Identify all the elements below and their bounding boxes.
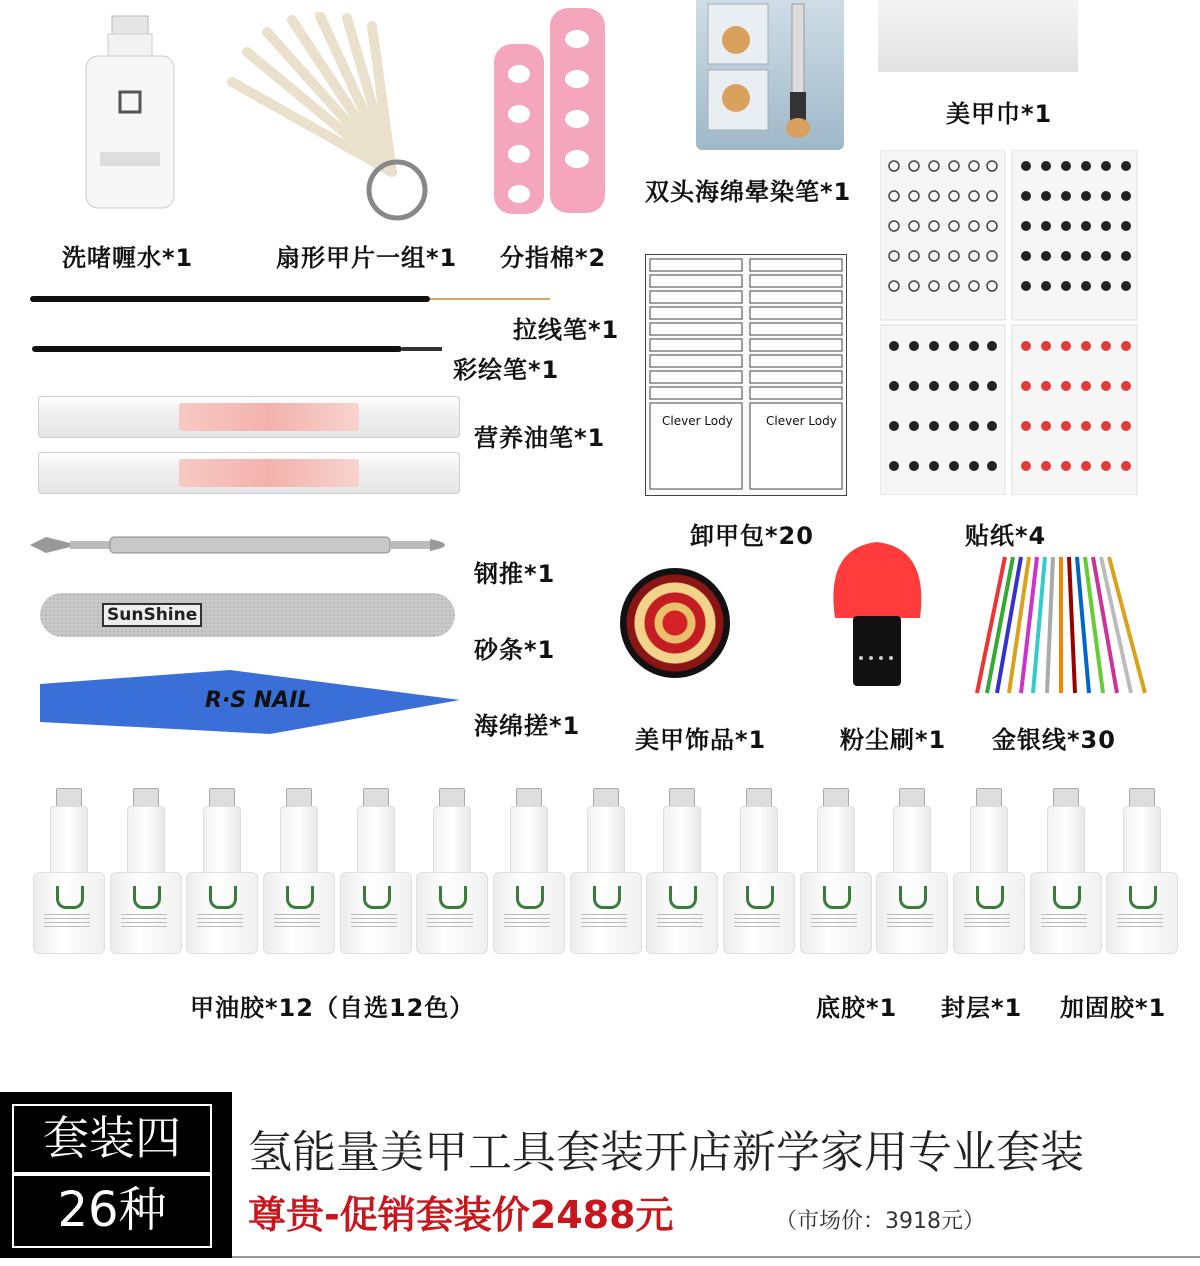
remover-label: 洗啫喱水*1	[62, 244, 194, 272]
cuticle-pusher	[30, 533, 460, 557]
gel-polish-bottle	[413, 786, 488, 956]
gel-label: 甲油胶*12（自选12色）	[190, 994, 475, 1022]
file-label: 砂条*1	[474, 636, 556, 664]
gel-polish-bottle	[260, 786, 335, 956]
dust-brush-label: 粉尘刷*1	[840, 726, 947, 754]
nail-wipes	[878, 0, 1078, 72]
gel-polish-bottle	[567, 786, 642, 956]
base-label: 底胶*1	[816, 994, 898, 1022]
cuticle-oil-pen	[38, 452, 460, 494]
nail-stickers	[880, 150, 1140, 495]
liner-bristle	[430, 298, 550, 300]
pack-brand-left: Clever Lody	[662, 414, 733, 428]
toe-separators	[490, 4, 615, 219]
gel-remover-bottle	[80, 12, 180, 212]
gel-polish-bottle	[183, 786, 258, 956]
gel-polish-bottle	[720, 786, 795, 956]
gel-polish-bottle	[950, 786, 1025, 956]
item-count: 26种	[12, 1174, 212, 1248]
gel-bottle-row	[30, 786, 1180, 956]
top-label: 封层*1	[941, 994, 1023, 1022]
set-badge	[0, 1092, 232, 1258]
striping-tape	[975, 555, 1150, 695]
file-brand: SunShine	[102, 603, 202, 627]
nail-file	[40, 593, 455, 637]
gel-polish-bottle	[797, 786, 872, 956]
gel-polish-bottle	[1027, 786, 1102, 956]
remover-packs	[645, 254, 847, 496]
toe-separator-label: 分指棉*2	[500, 244, 607, 272]
paint-brush	[32, 346, 402, 352]
divider	[232, 1256, 1200, 1258]
gel-polish-bottle	[643, 786, 718, 956]
pack-brand-right: Clever Lody	[766, 414, 837, 428]
set-number: 套装四	[12, 1104, 212, 1174]
gel-polish-bottle	[873, 786, 948, 956]
market-price: （市场价：3918元）	[775, 1209, 985, 1234]
fan-nail-tips	[222, 12, 442, 222]
sponge-pen-label: 双头海绵晕染笔*1	[645, 178, 852, 206]
remover-pack-label: 卸甲包*20	[690, 522, 814, 550]
stickers-label: 贴纸*4	[965, 522, 1047, 550]
gems-label: 美甲饰品*1	[635, 726, 767, 754]
sponge-pen-pack	[696, 0, 844, 150]
buffer-label: 海绵搓*1	[474, 712, 581, 740]
gel-polish-bottle	[107, 786, 182, 956]
cuticle-oil-pen	[38, 396, 460, 438]
product-headline: 氢能量美甲工具套装开店新学家用专业套装	[248, 1127, 1084, 1178]
pusher-label: 钢推*1	[474, 560, 556, 588]
dust-brush	[825, 538, 930, 688]
gel-polish-bottle	[337, 786, 412, 956]
fan-tips-label: 扇形甲片一组*1	[276, 244, 458, 272]
gel-polish-bottle	[30, 786, 105, 956]
promo-price: 尊贵-促销套装价2488元	[248, 1193, 674, 1237]
product-footer	[0, 1092, 1200, 1258]
foil-label: 金银线*30	[992, 726, 1116, 754]
oil-pen-label: 营养油笔*1	[474, 424, 606, 452]
paint-pen-label: 彩绘笔*1	[453, 356, 560, 384]
reinforce-label: 加固胶*1	[1060, 994, 1167, 1022]
nail-gems-jar	[620, 568, 730, 678]
liner-label: 拉线笔*1	[513, 316, 620, 344]
towel-label: 美甲巾*1	[946, 100, 1053, 128]
buffer-brand: R·S NAIL	[205, 688, 312, 713]
gel-polish-bottle	[490, 786, 565, 956]
liner-brush	[30, 296, 430, 302]
paint-brush-tip	[402, 347, 442, 351]
gel-polish-bottle	[1103, 786, 1178, 956]
